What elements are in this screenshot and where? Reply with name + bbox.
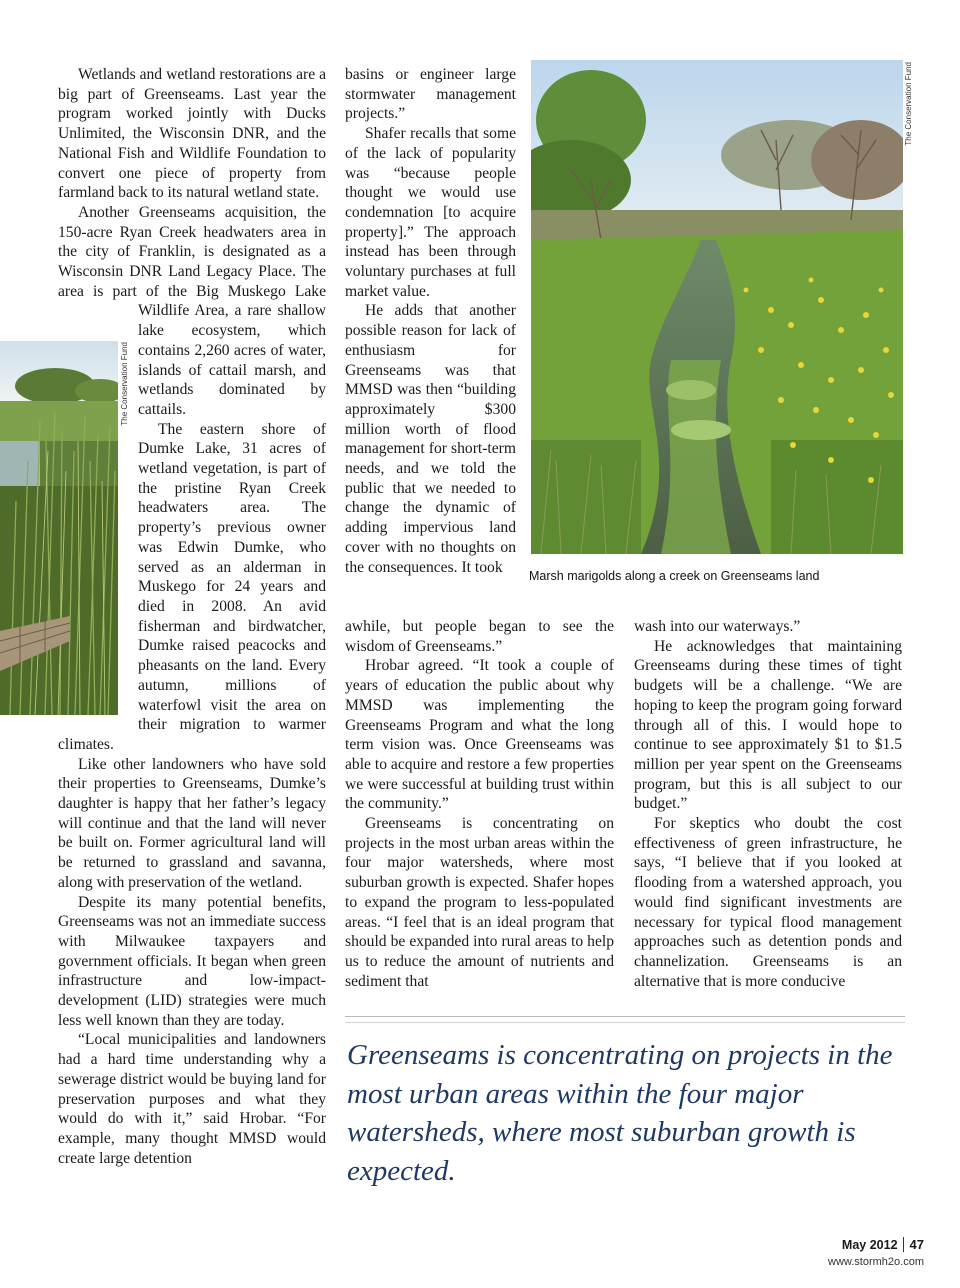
body-paragraph: Like other landowners who have sold their properties to Greenseams, Dumke’s daughter is happy that her father’s legacy will continue and that the land will never be built on. Former agricultural land will be returned to grassland and savanna, along with preservation of the wetland. [58, 755, 326, 891]
pull-quote-rule [345, 1016, 905, 1017]
body-paragraph: wash into our waterways.” [634, 618, 801, 635]
body-paragraph: Despite its many potential benefits, Greenseams was not an immediate success with Milwaukee taxpayers and government officials. It began when green infrastructure and low-impact-development (LID) strategies were much less well known than they are today. [58, 893, 326, 1029]
page-footer [828, 1236, 924, 1268]
column-1 [58, 65, 326, 1168]
website-url: www.stormh2o.com [828, 1256, 924, 1268]
photo-wrap-spacer [58, 319, 138, 733]
pull-quote-rule [345, 1022, 905, 1023]
body-paragraph: awhile, but people began to see the wisdom of Greenseams.” [345, 618, 614, 655]
body-paragraph: basins or engineer large stormwater management projects.” [345, 66, 516, 123]
photo-credit-small: The Conservation Fund [120, 342, 129, 426]
body-paragraph: Greenseams is concentrating on projects in the most urban areas within the four major watersheds, where most suburban growth is expected. Shafer hopes to expand the program to less-populated areas. “I feel that is an ideal program that should be expanded into rural areas to help us to reduce the amount of nutrients and sediment that [345, 815, 614, 990]
photo-credit-main: The Conservation Fund [904, 62, 913, 146]
body-paragraph: For skeptics who doubt the cost effectiveness of green infrastructure, he says, “I believe that if you looked at flooding from a watershed approach, you would find significant investments are necessary for typical flood management approaches such as detention ponds and channelization. Greenseams is an alternative that is more conducive [634, 815, 902, 990]
body-paragraph: Wetlands and wetland restorations are a big part of Greenseams. Last year the program worked jointly with Ducks Unlimited, the Wisconsin DNR, and the National Fish and Wildlife Foundation to convert one piece of property from farmland back to its natural wetland state. [58, 66, 326, 202]
column-3 [634, 617, 902, 991]
pull-quote: Greenseams is concentrating on projects in the most urban areas within the four major watersheds, where most suburban growth is expected. [347, 1039, 893, 1187]
page-number: 47 [903, 1237, 924, 1252]
creek-photo [531, 60, 903, 554]
body-paragraph: Shafer recalls that some of the lack of popularity was “because people thought we would use condemnation [to acquire property].” The approach instead has been through voluntary purchases at full market value. [345, 125, 516, 300]
column-2-upper [345, 65, 516, 577]
body-paragraph: Another Greenseams acquisition, the 150-acre Ryan Creek headwaters area in the city of Franklin, is designated as a Wisconsin DNR Land Legacy Place. The area is part of the Big Muskego Lake Wildlife Area, a rare shallow lake ecosystem, which contains 2,260 acres of water, islands of cattail marsh, and wetlands dominated by cattails. [58, 203, 326, 418]
body-paragraph: The eastern shore of Dumke Lake, 31 acres of wetland vegetation, is part of the pristine Ryan Creek headwaters area. The property’s previous owner was Edwin Dumke, who served as an alderman in Muskego for 24 years and died in 2008. An avid fisherman and birdwatcher, Dumke raised peacocks and pheasants on the land. Every autumn, millions of waterfowl visit the area on their migration to warmer climates. [58, 420, 326, 753]
issue-date: May 2012 [841, 1238, 898, 1252]
body-paragraph: He acknowledges that maintaining Greenseams during these times of tight budgets will be a challenge. “We are hoping to keep the program going forward through all of this. I would hope to continue to see approximately $1 to $1.5 million per year spent on the Greenseams program, but this is all subject to our budget.” [634, 637, 902, 813]
body-paragraph: “Local municipalities and landowners had a hard time understanding why a sewerage district would be buying land for preservation purposes and what they would do with it,” said Hrobar. “For example, many thought MMSD would create large detention [58, 1031, 326, 1167]
column-2-lower [345, 617, 614, 991]
body-paragraph: Hrobar agreed. “It took a couple of years of education the public about why MMSD was implementing the Greenseams Program and what the long term vision was. Once Greenseams was able to acquire and restore a few properties we were successful at building trust within the community.” [345, 657, 614, 813]
photo-caption: Marsh marigolds along a creek on Greenseams land [529, 569, 820, 583]
body-paragraph: He adds that another possible reason for lack of enthusiasm for Greenseams was that MMSD was then “building approximately $300 million worth of flood management for short-term needs, and we told the public that we needed to change the dynamic of adding impervious land cover with no thoughts on the consequences. It took [345, 302, 516, 576]
